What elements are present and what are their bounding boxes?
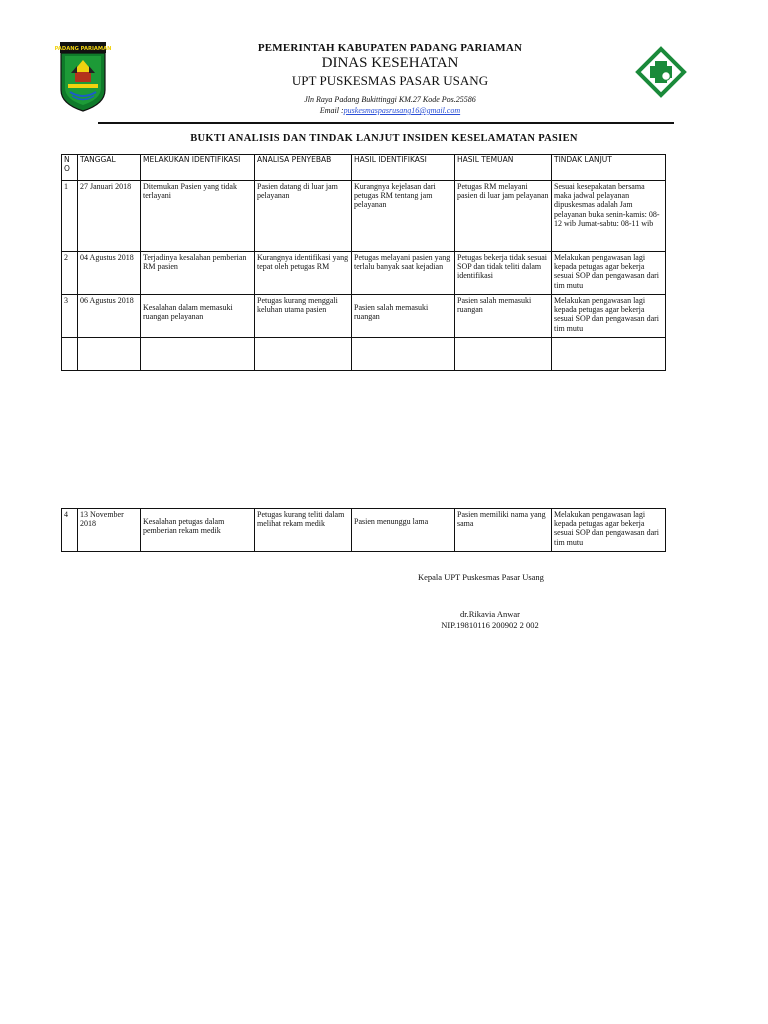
- cell-hasil-temuan: Pasien memiliki nama yang sama: [455, 509, 552, 552]
- table-row-empty: [62, 338, 666, 371]
- table-row: [62, 295, 666, 338]
- cell-tindak-lanjut: Melakukan pengawasan lagi kepada petugas agar bekerja sesuai SOP dan pengawasan dari tim mutu: [552, 252, 666, 295]
- cell-identifikasi: Kesalahan petugas dalam pemberian rekam medik: [141, 509, 255, 552]
- cell-tanggal: 06 Agustus 2018: [78, 295, 141, 338]
- cell-tanggal: 13 November 2018: [78, 509, 141, 552]
- cell-tindak-lanjut: Melakukan pengawasan lagi kepada petugas agar bekerja sesuai SOP dan pengawasan dari tim mutu: [552, 295, 666, 338]
- cell-identifikasi: Ditemukan Pasien yang tidak terlayani: [141, 181, 255, 252]
- cell-tanggal: 27 Januari 2018: [78, 181, 141, 252]
- cell-hasil-identifikasi: Kurangnya kejelasan dari petugas RM tentang jam pelayanan: [352, 181, 455, 252]
- email-line: [200, 106, 580, 115]
- letterhead-divider: [98, 122, 674, 124]
- header-analisa: ANALISA PENYEBAB: [255, 155, 352, 181]
- email-link[interactable]: puskesmaspasrusang16@gmail.com: [343, 106, 461, 115]
- health-cross-logo: [636, 47, 686, 115]
- incident-table-continued: [61, 508, 666, 552]
- cell-identifikasi: Kesalahan dalam memasuki ruangan pelayanan: [141, 295, 255, 338]
- cell-hasil-identifikasi: Pasien salah memasuki ruangan: [352, 295, 455, 338]
- regional-emblem-logo: [54, 42, 112, 112]
- table-row: [62, 509, 666, 552]
- table-row: [62, 252, 666, 295]
- cell-no: 2: [62, 252, 78, 295]
- signature-name: dr.Rikavia Anwar: [460, 609, 520, 619]
- emblem-label: PADANG PARIAMAN: [54, 46, 112, 52]
- cell-hasil-identifikasi: Petugas melayani pasien yang terlalu banyak saat kejadian: [352, 252, 455, 295]
- header-hasil-temuan: HASIL TEMUAN: [455, 155, 552, 181]
- unit-name: UPT PUSKESMAS PASAR USANG: [291, 73, 489, 88]
- cell-tanggal: 04 Agustus 2018: [78, 252, 141, 295]
- document-title: BUKTI ANALISIS DAN TINDAK LANJUT INSIDEN KESELAMATAN PASIEN: [190, 133, 578, 144]
- cell-no: 1: [62, 181, 78, 252]
- cell-tindak-lanjut: Sesuai kesepakatan bersama maka jadwal pelayanan dipuskesmas adalah Jam pelayanan buka senin-kamis: 08-12 wib Jumat-sabtu: 08-11 wib: [552, 181, 666, 252]
- header-tanggal: TANGGAL: [78, 155, 141, 181]
- cell-analisa: Petugas kurang teliti dalam melihat rekam medik: [255, 509, 352, 552]
- header-hasil-identifikasi: HASIL IDENTIFIKASI: [352, 155, 455, 181]
- cell-analisa: Pasien datang di luar jam pelayanan: [255, 181, 352, 252]
- header-tindak-lanjut: TINDAK LANJUT: [552, 155, 666, 181]
- cell-hasil-identifikasi: Pasien menunggu lama: [352, 509, 455, 552]
- table-header-row: [62, 155, 666, 181]
- letterhead-text: [200, 42, 580, 115]
- department-name: DINAS KESEHATAN: [321, 55, 459, 71]
- address-line: Jln Raya Padang Bukittinggi KM.27 Kode Pos.25586: [304, 95, 476, 104]
- cell-no: 3: [62, 295, 78, 338]
- signature-nip: NIP.19810116 200902 2 002: [441, 620, 539, 630]
- cell-hasil-temuan: Pasien salah memasuki ruangan: [455, 295, 552, 338]
- cell-identifikasi: Terjadinya kesalahan pemberian RM pasien: [141, 252, 255, 295]
- government-name: PEMERINTAH KABUPATEN PADANG PARIAMAN: [257, 42, 523, 54]
- header-identifikasi: MELAKUKAN IDENTIFIKASI: [141, 155, 255, 181]
- cell-analisa: Kurangnya identifikasi yang tepat oleh petugas RM: [255, 252, 352, 295]
- cell-hasil-temuan: Petugas bekerja tidak sesuai SOP dan tidak teliti dalam identifikasi: [455, 252, 552, 295]
- letterhead: [0, 0, 768, 130]
- cell-no: 4: [62, 509, 78, 552]
- table-row: [62, 181, 666, 252]
- cell-tindak-lanjut: Melakukan pengawasan lagi kepada petugas agar bekerja sesuai SOP dan pengawasan dari tim mutu: [552, 509, 666, 552]
- cell-analisa: Petugas kurang menggali keluhan utama pasien: [255, 295, 352, 338]
- signature-title: Kepala UPT Puskesmas Pasar Usang: [418, 572, 544, 582]
- cell-hasil-temuan: Petugas RM melayani pasien di luar jam pelayanan: [455, 181, 552, 252]
- header-no: N O: [62, 155, 78, 181]
- email-label: Email :: [319, 106, 344, 115]
- incident-table: [61, 154, 666, 371]
